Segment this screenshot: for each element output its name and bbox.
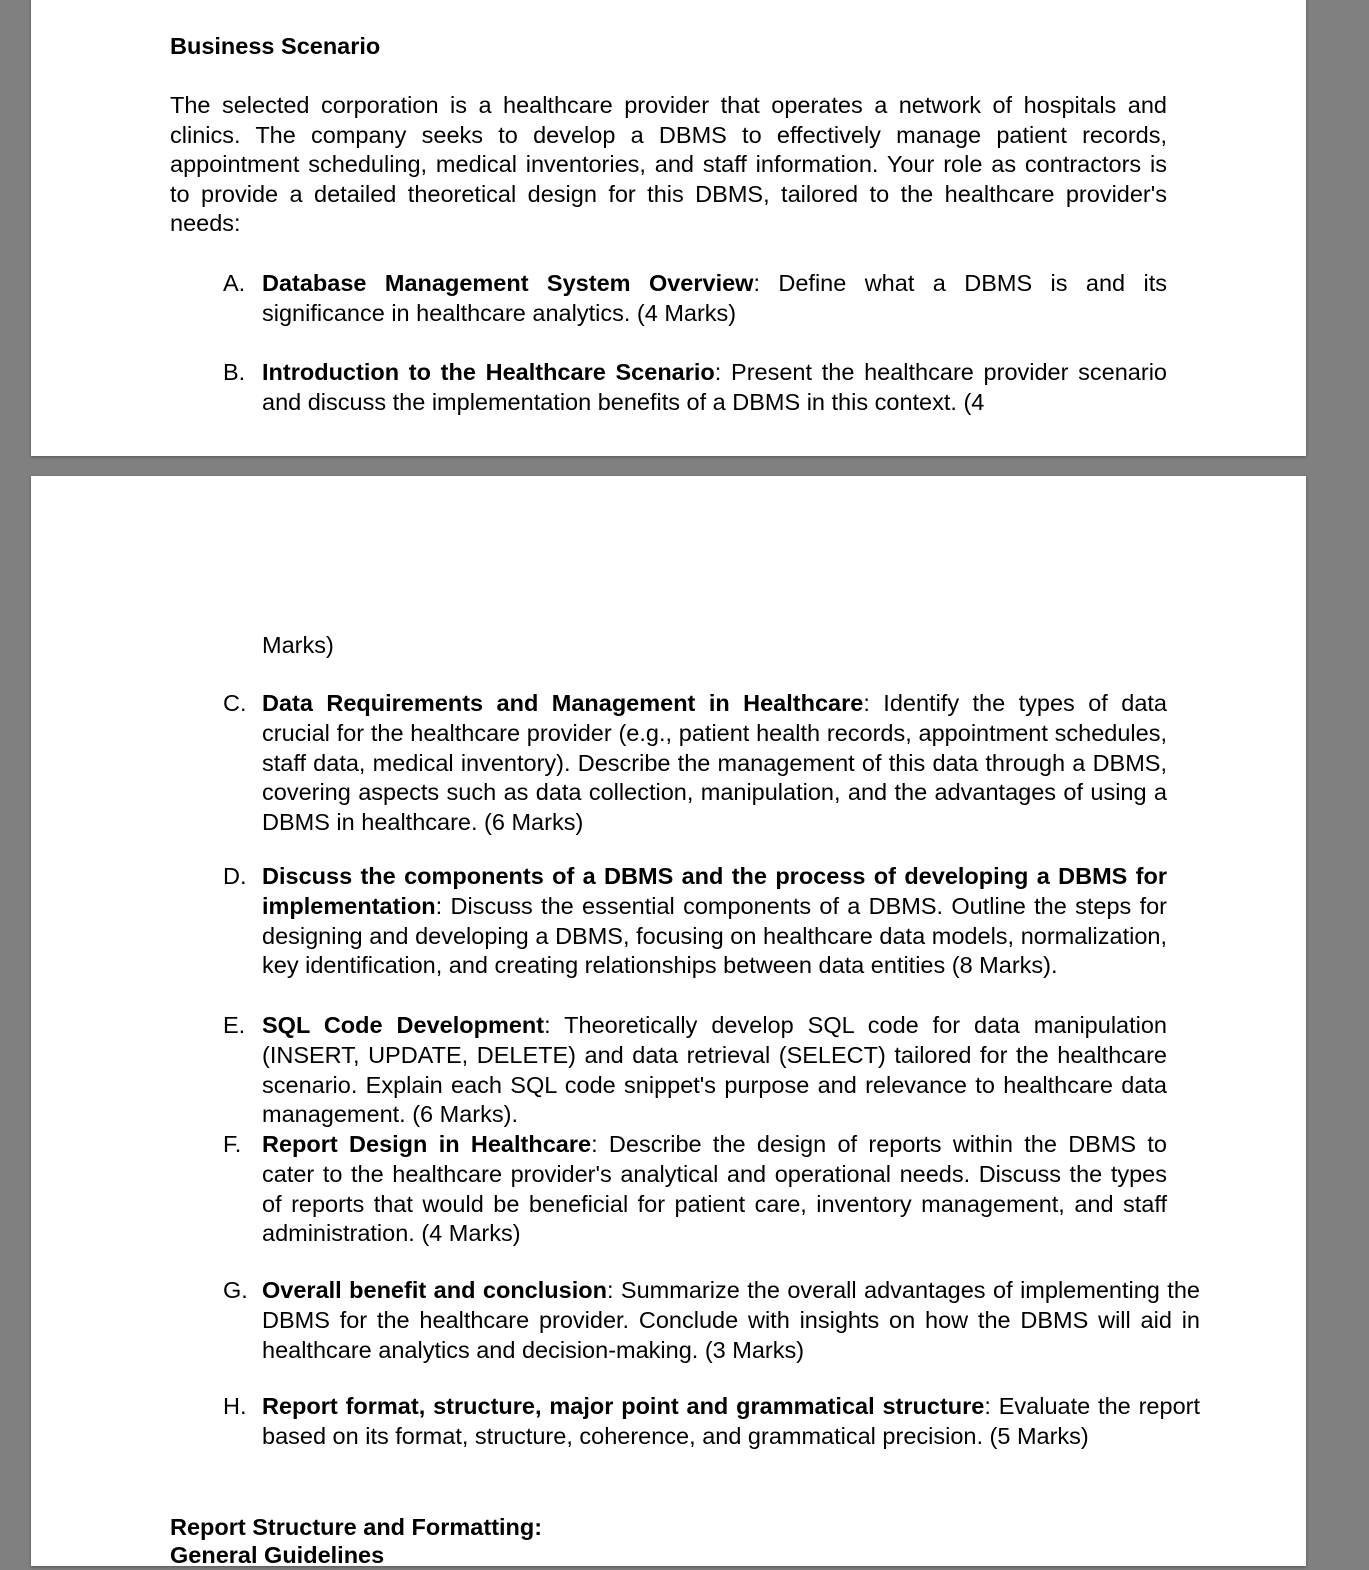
list-item-text: : Theoretically develop SQL code for data manipulation (INSERT, UPDATE, DELETE) and data retrieval (SELECT) tailored for the healthcare scenario. Explain each SQL code snippet's purpose and relevance to healthcare data management. (6 Marks). xyxy=(262,1012,1167,1128)
list-marker: D. xyxy=(223,863,247,889)
list-marker: B. xyxy=(223,359,246,385)
list-item-title: Introduction to the Healthcare Scenario xyxy=(262,359,715,385)
intro-paragraph: The selected corporation is a healthcare provider that operates a network of hospitals and clinics. The company seeks to develop a DBMS to effectively manage patient records, appointment scheduling, medical inventories, and staff information. Your role as contractors is to provide a detailed theoretical design for this DBMS, tailored to the healthcare provider's needs: xyxy=(170,92,1167,236)
list-item-d xyxy=(223,862,1167,981)
list-marker: F. xyxy=(223,1131,242,1157)
list-item-c xyxy=(223,689,1167,838)
list-marker: H. xyxy=(223,1393,247,1419)
list-item-text: : Identify the types of data crucial for the healthcare provider (e.g., patient health records, appointment schedules, staff data, medical inventory). Describe the management of this data through a DBMS, covering aspects such as data collection, manipulation, and the advantages of using a DBMS in healthcare. (6 Marks) xyxy=(262,690,1167,836)
list-marker: A. xyxy=(223,270,246,296)
list-item-e xyxy=(223,1011,1167,1130)
list-item-text: : Evaluate the report based on its format, structure, coherence, and grammatical precision. (5 Marks) xyxy=(262,1393,1200,1449)
list-item-text: : Describe the design of reports within the DBMS to cater to the healthcare provider's analytical and operational needs. Discuss the types of reports that would be beneficial for patient care, inventory management, and staff administration. (4 Marks) xyxy=(262,1131,1167,1247)
list-marker: C. xyxy=(223,690,247,716)
continuation-text: Marks) xyxy=(262,632,334,658)
list-item-text: : Discuss the essential components of a DBMS. Outline the steps for designing and developing a DBMS, focusing on healthcare data models, normalization, key identification, and creating relationships between data entities (8 Marks). xyxy=(262,892,1167,979)
list-item-text: : Present the healthcare provider scenario and discuss the implementation benefits of a DBMS in this context. (4 xyxy=(262,359,1167,415)
list-item-title: SQL Code Development xyxy=(262,1012,545,1038)
list-item-b-continuation xyxy=(223,631,334,661)
section-heading-business-scenario: Business Scenario xyxy=(170,33,381,59)
list-item-text: : Define what a DBMS is and its significance in healthcare analytics. (4 Marks) xyxy=(262,270,1167,326)
section-heading-report-structure: Report Structure and Formatting: xyxy=(170,1514,543,1540)
document-page-2 xyxy=(31,476,1306,1566)
list-item-title: Overall benefit and conclusion xyxy=(262,1277,607,1303)
list-marker: E. xyxy=(223,1012,246,1038)
section-heading-general-guidelines: General Guidelines xyxy=(170,1542,385,1568)
list-item-title: Discuss the components of a DBMS and the process of developing a DBMS for implementation xyxy=(262,863,1167,919)
list-item-title: Data Requirements and Management in Healthcare xyxy=(262,690,864,716)
list-item-title: Database Management System Overview xyxy=(262,270,754,296)
list-item-text: : Summarize the overall advantages of implementing the DBMS for the healthcare provider. Conclude with insights on how the DBMS will aid in healthcare analytics and decision-making. (3 Marks) xyxy=(262,1277,1200,1363)
list-item-b xyxy=(223,358,1167,418)
list-item-a xyxy=(223,269,1167,329)
list-item-h xyxy=(223,1392,1200,1452)
list-item-g xyxy=(223,1276,1200,1365)
list-item-title: Report format, structure, major point and grammatical structure xyxy=(262,1393,985,1419)
document-page-1 xyxy=(31,0,1306,456)
list-item-f xyxy=(223,1130,1167,1249)
list-marker: G. xyxy=(223,1277,248,1303)
list-item-title: Report Design in Healthcare xyxy=(262,1131,592,1157)
